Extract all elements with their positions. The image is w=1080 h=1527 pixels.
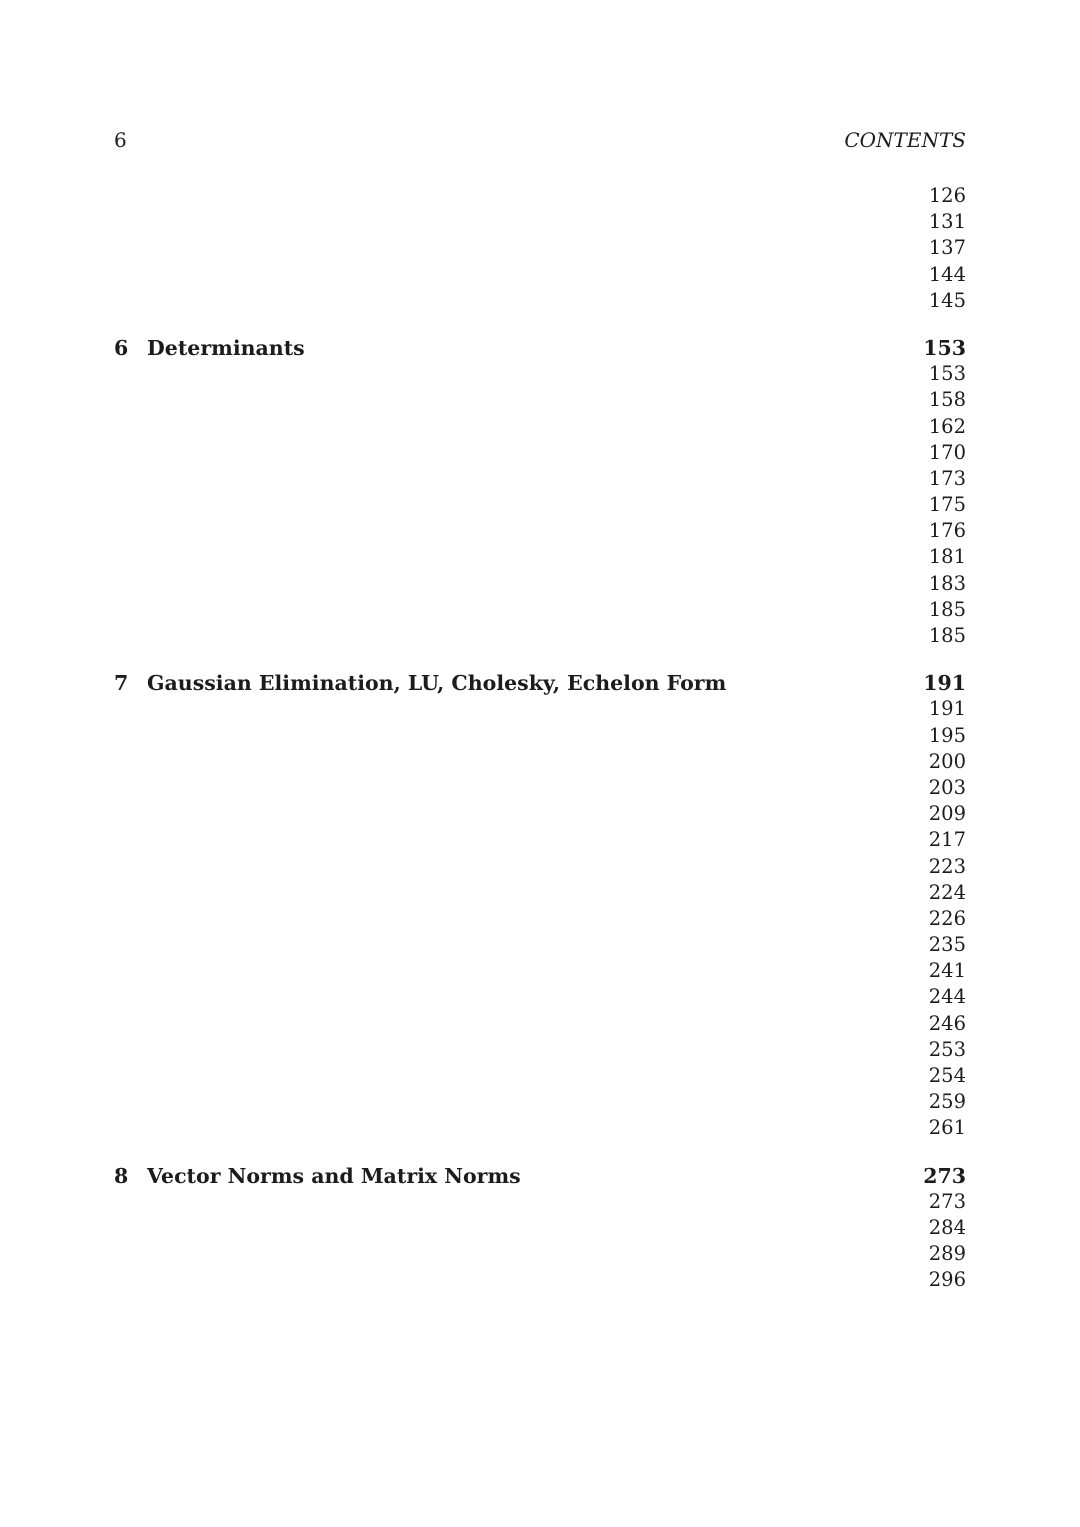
section-page: 173	[114, 466, 966, 492]
toc-chapter-row[interactable]	[114, 335, 966, 361]
toc-chapter-row[interactable]	[114, 1163, 966, 1189]
toc-section-row[interactable]	[114, 1063, 966, 1089]
chapter-title: Vector Norms and Matrix Norms	[147, 1163, 521, 1188]
toc-section-row[interactable]	[114, 696, 966, 722]
section-page: 176	[114, 518, 966, 544]
section-page: 181	[114, 544, 966, 570]
toc-section-row[interactable]	[114, 466, 966, 492]
section-page: 170	[114, 440, 966, 466]
toc-section-row[interactable]	[114, 1189, 966, 1215]
toc-section-row[interactable]	[114, 209, 966, 235]
toc-section-row[interactable]	[114, 387, 966, 413]
section-page: 185	[114, 623, 966, 649]
toc-section-row[interactable]	[114, 1215, 966, 1241]
toc-section-row[interactable]	[114, 440, 966, 466]
section-page: 217	[114, 827, 966, 853]
section-page: 126	[114, 183, 966, 209]
toc-section-row[interactable]	[114, 775, 966, 801]
chapter-title: Determinants	[147, 335, 305, 360]
toc-section-row[interactable]	[114, 597, 966, 623]
section-page: 226	[114, 906, 966, 932]
section-page: 259	[114, 1089, 966, 1115]
section-page: 254	[114, 1063, 966, 1089]
toc-section-row[interactable]	[114, 1037, 966, 1063]
toc-section-row[interactable]	[114, 1241, 966, 1267]
toc-section-row[interactable]	[114, 571, 966, 597]
section-page: 261	[114, 1115, 966, 1141]
section-page: 296	[114, 1267, 966, 1293]
chapter-number: 8	[114, 1163, 129, 1188]
chapter-page: 191	[923, 671, 966, 696]
section-page: 244	[114, 984, 966, 1010]
toc-section-row[interactable]	[114, 854, 966, 880]
toc-section-row[interactable]	[114, 623, 966, 649]
section-page: 289	[114, 1241, 966, 1267]
toc-section-row[interactable]	[114, 262, 966, 288]
section-page: 209	[114, 801, 966, 827]
section-page: 203	[114, 775, 966, 801]
section-page: 158	[114, 387, 966, 413]
section-page: 185	[114, 597, 966, 623]
toc-chapter-row[interactable]	[114, 670, 966, 696]
toc-section-row[interactable]	[114, 723, 966, 749]
section-page: 183	[114, 571, 966, 597]
toc-section-row[interactable]	[114, 984, 966, 1010]
section-page: 273	[114, 1189, 966, 1215]
toc-section-row[interactable]	[114, 1115, 966, 1141]
toc-section-row[interactable]	[114, 414, 966, 440]
section-page: 144	[114, 262, 966, 288]
section-page: 253	[114, 1037, 966, 1063]
section-page: 241	[114, 958, 966, 984]
toc-section-row[interactable]	[114, 880, 966, 906]
section-page: 284	[114, 1215, 966, 1241]
section-page: 200	[114, 749, 966, 775]
toc-section-row[interactable]	[114, 183, 966, 209]
toc-section-row[interactable]	[114, 288, 966, 314]
toc-section-row[interactable]	[114, 1267, 966, 1293]
toc-section-row[interactable]	[114, 544, 966, 570]
section-page: 235	[114, 932, 966, 958]
toc-section-row[interactable]	[114, 235, 966, 261]
chapter-sections	[114, 361, 966, 649]
chapter-page: 273	[923, 1163, 966, 1188]
toc-section-row[interactable]	[114, 1011, 966, 1037]
chapter-sections	[114, 1189, 966, 1294]
section-page: 137	[114, 235, 966, 261]
toc-section-row[interactable]	[114, 1089, 966, 1115]
toc-section-row[interactable]	[114, 361, 966, 387]
toc-section-row[interactable]	[114, 749, 966, 775]
section-page: 246	[114, 1011, 966, 1037]
toc-section-row[interactable]	[114, 932, 966, 958]
section-page: 162	[114, 414, 966, 440]
section-page: 223	[114, 854, 966, 880]
section-page: 175	[114, 492, 966, 518]
section-page: 195	[114, 723, 966, 749]
toc-section-row[interactable]	[114, 958, 966, 984]
toc-section-row[interactable]	[114, 906, 966, 932]
toc-section-row[interactable]	[114, 518, 966, 544]
running-title: CONTENTS	[844, 128, 966, 152]
section-page: 224	[114, 880, 966, 906]
chapter-number: 6	[114, 335, 129, 360]
chapter-title: Gaussian Elimination, LU, Cholesky, Echelon Form	[147, 671, 727, 696]
toc-section-row[interactable]	[114, 492, 966, 518]
section-page: 191	[114, 696, 966, 722]
section-page: 131	[114, 209, 966, 235]
toc-section-row[interactable]	[114, 801, 966, 827]
toc-section-row[interactable]	[114, 827, 966, 853]
chapter-sections	[114, 696, 966, 1141]
page-number: 6	[114, 128, 127, 152]
chapter-number: 7	[114, 671, 129, 696]
chapter-page: 153	[923, 335, 966, 360]
section-page: 153	[114, 361, 966, 387]
table-of-contents	[114, 183, 966, 1294]
running-head	[114, 126, 966, 154]
section-page: 145	[114, 288, 966, 314]
